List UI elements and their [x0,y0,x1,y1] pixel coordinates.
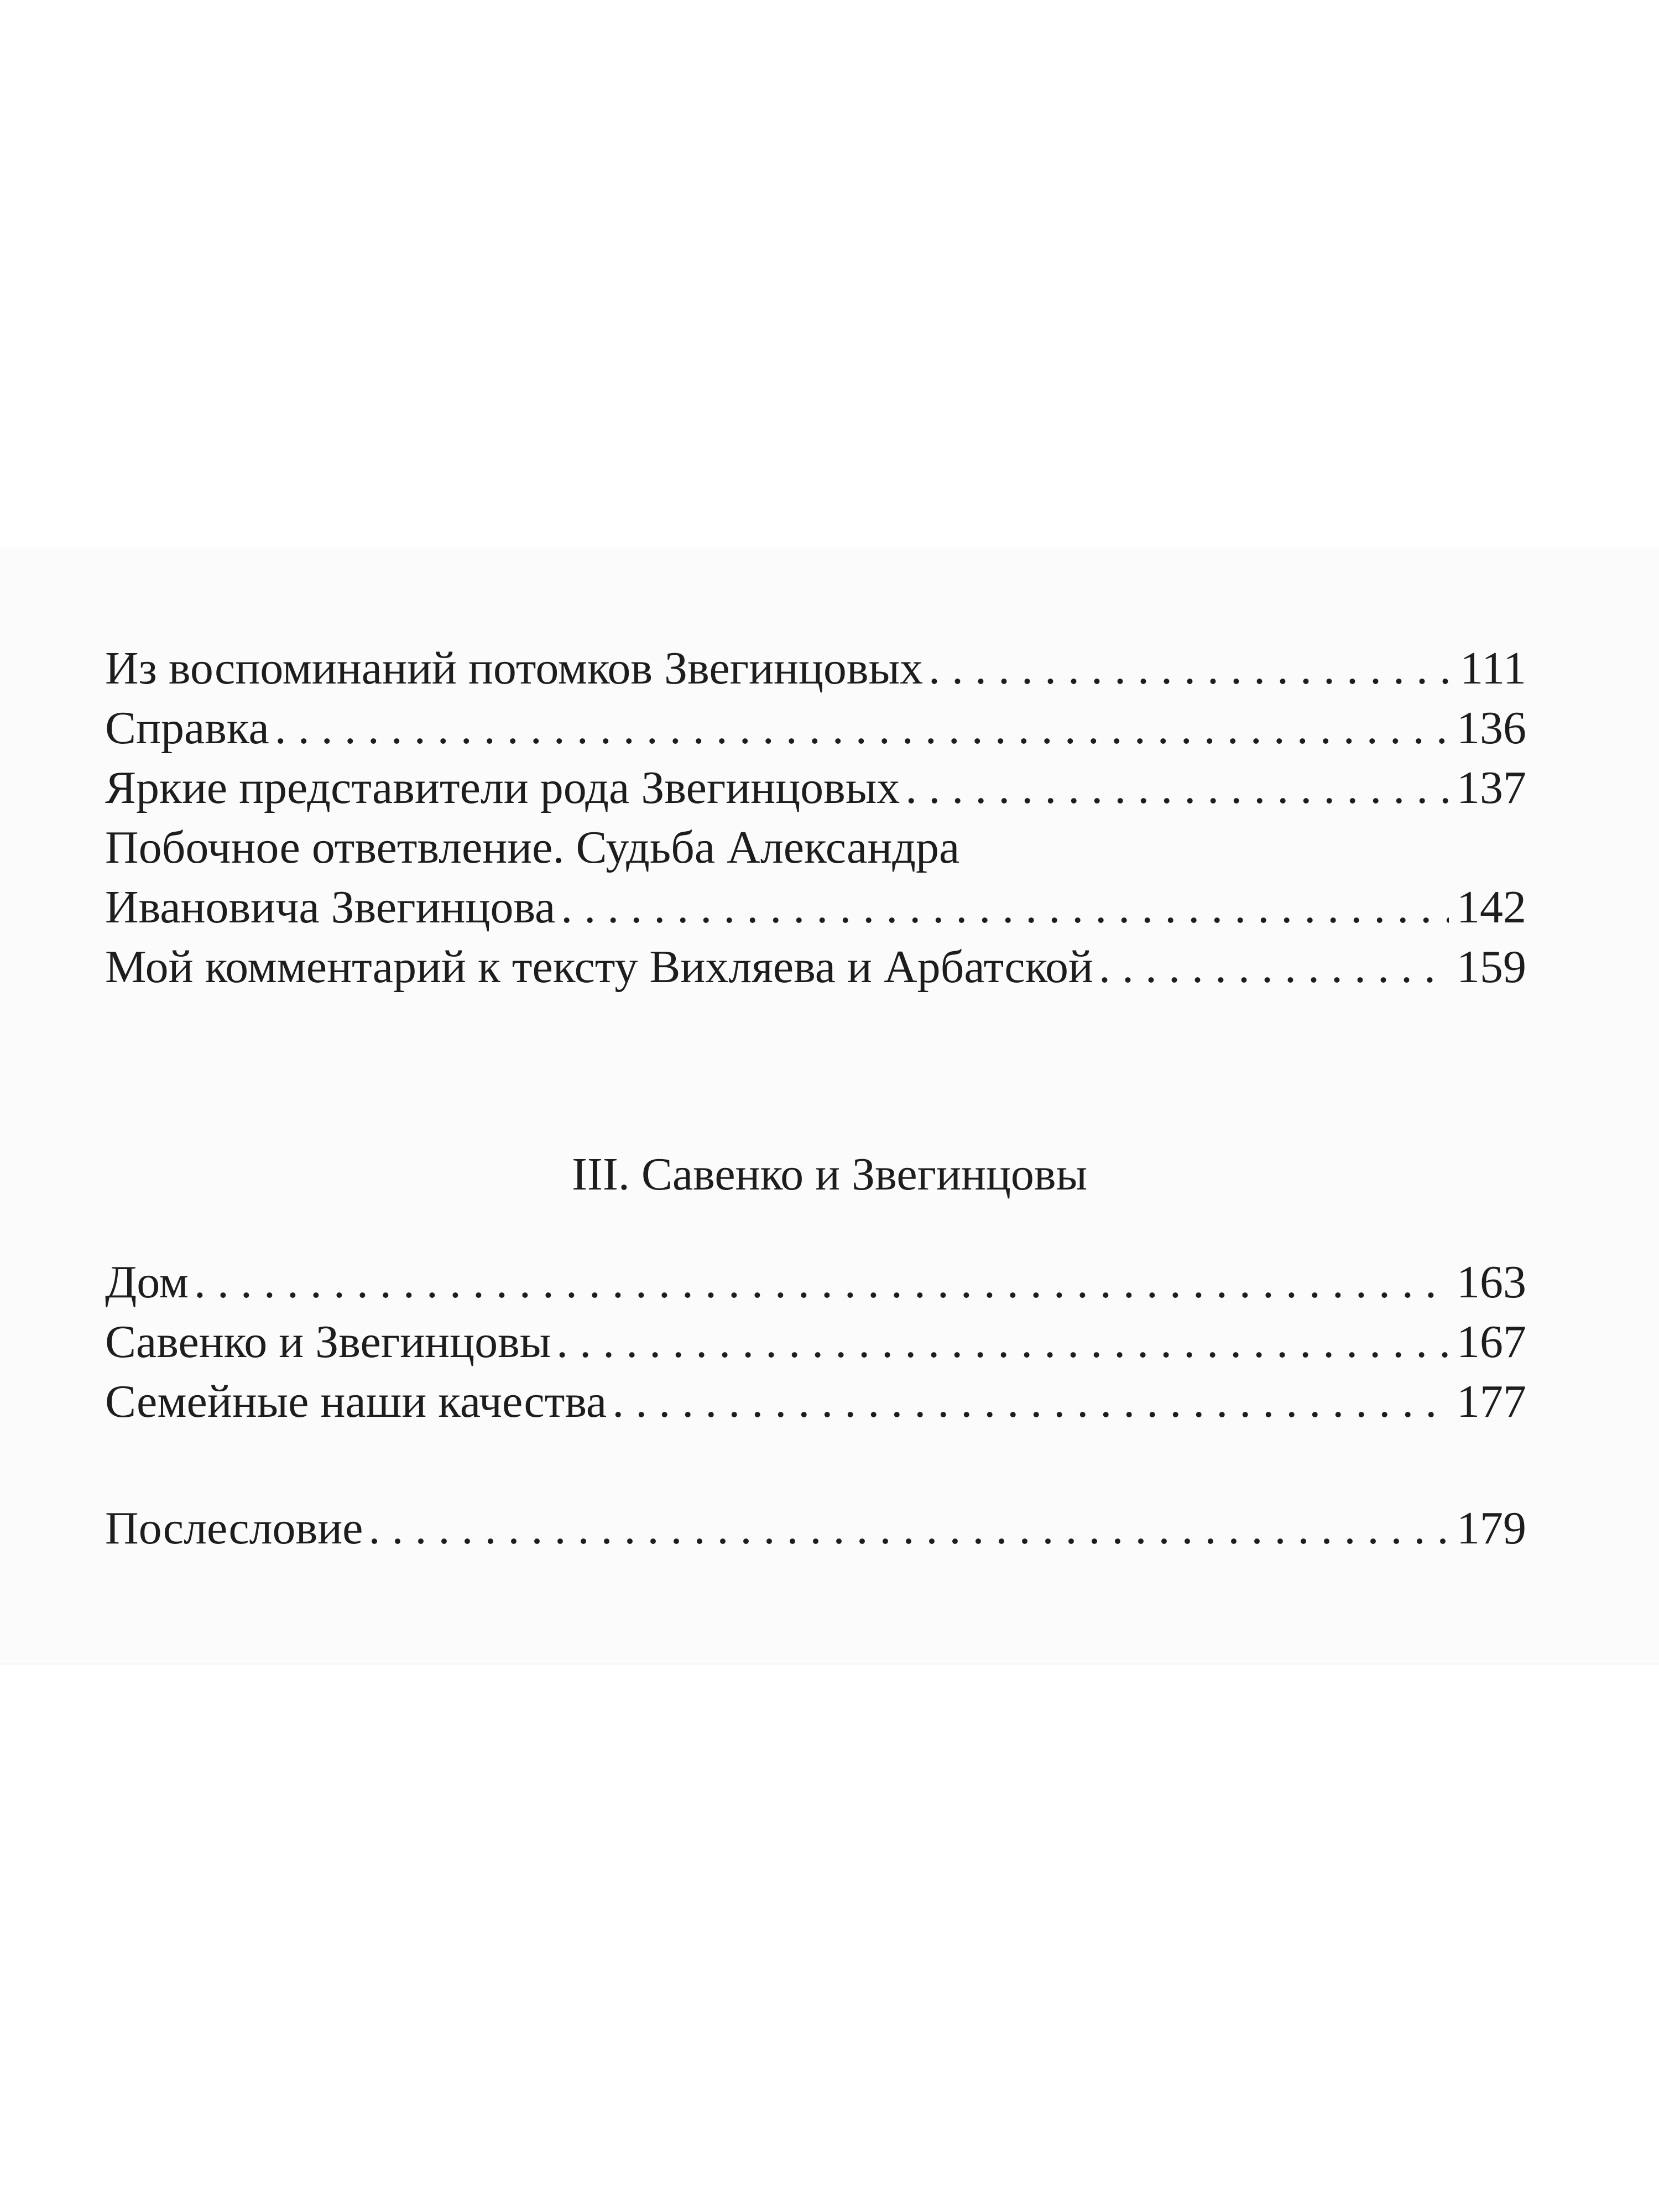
section-heading: III. Савенко и Звегинцовы [571,1149,1088,1200]
toc-entry[interactable] [105,758,1526,818]
toc-entry-page: 167 [1457,1316,1526,1368]
toc-entry-title: Яркие представители рода Звегинцовых [105,762,900,813]
leader-dots [561,878,1449,937]
toc-entry-page: 111 [1460,643,1526,694]
toc-entry-page: 137 [1457,762,1526,813]
toc-entry-title: Дом [105,1256,189,1308]
leader-dots [556,1312,1449,1372]
toc-entry[interactable] [105,1372,1526,1432]
toc-entry-title: Мой комментарий к тексту Вихляева и Арбатской [105,941,1094,993]
toc-entry-title-line1: Побочное ответвление. Судьба Александра [105,822,960,873]
toc-entry-page: 142 [1457,881,1526,933]
toc-entry[interactable] [105,878,1526,937]
toc-entry-page: 163 [1457,1256,1526,1308]
toc-entry-title: Семейные наши качества [105,1376,607,1427]
leader-dots [612,1372,1449,1432]
toc-entry[interactable] [105,1499,1526,1558]
leader-dots [275,698,1449,758]
toc-entry[interactable] [105,1253,1526,1312]
toc-entry-page: 136 [1457,702,1526,754]
toc-entry[interactable] [105,698,1526,758]
toc-entry[interactable] [105,639,1526,698]
toc-entry-page: 159 [1457,941,1526,993]
toc-entry-title: Савенко и Звегинцовы [105,1316,551,1368]
toc-entry-title: Послесловие [105,1503,363,1554]
leader-dots [368,1499,1449,1558]
toc-entry-page: 177 [1457,1376,1526,1427]
toc-entry-page: 179 [1457,1503,1526,1554]
leader-dots [928,639,1452,698]
leader-dots [1099,937,1449,997]
toc-entry[interactable] [105,1312,1526,1372]
toc-section3 [105,1253,1526,1432]
toc-entry[interactable] [105,937,1526,997]
toc-entry-title: Ивановича Звегинцова [105,881,556,933]
leader-dots [905,758,1449,818]
toc-entry-title: Из воспоминаний потомков Звегинцовых [105,643,924,694]
toc-part2 [105,639,1526,997]
leader-dots [194,1253,1449,1312]
toc-entry-title: Справка [105,702,269,754]
toc-afterword [105,1499,1526,1558]
